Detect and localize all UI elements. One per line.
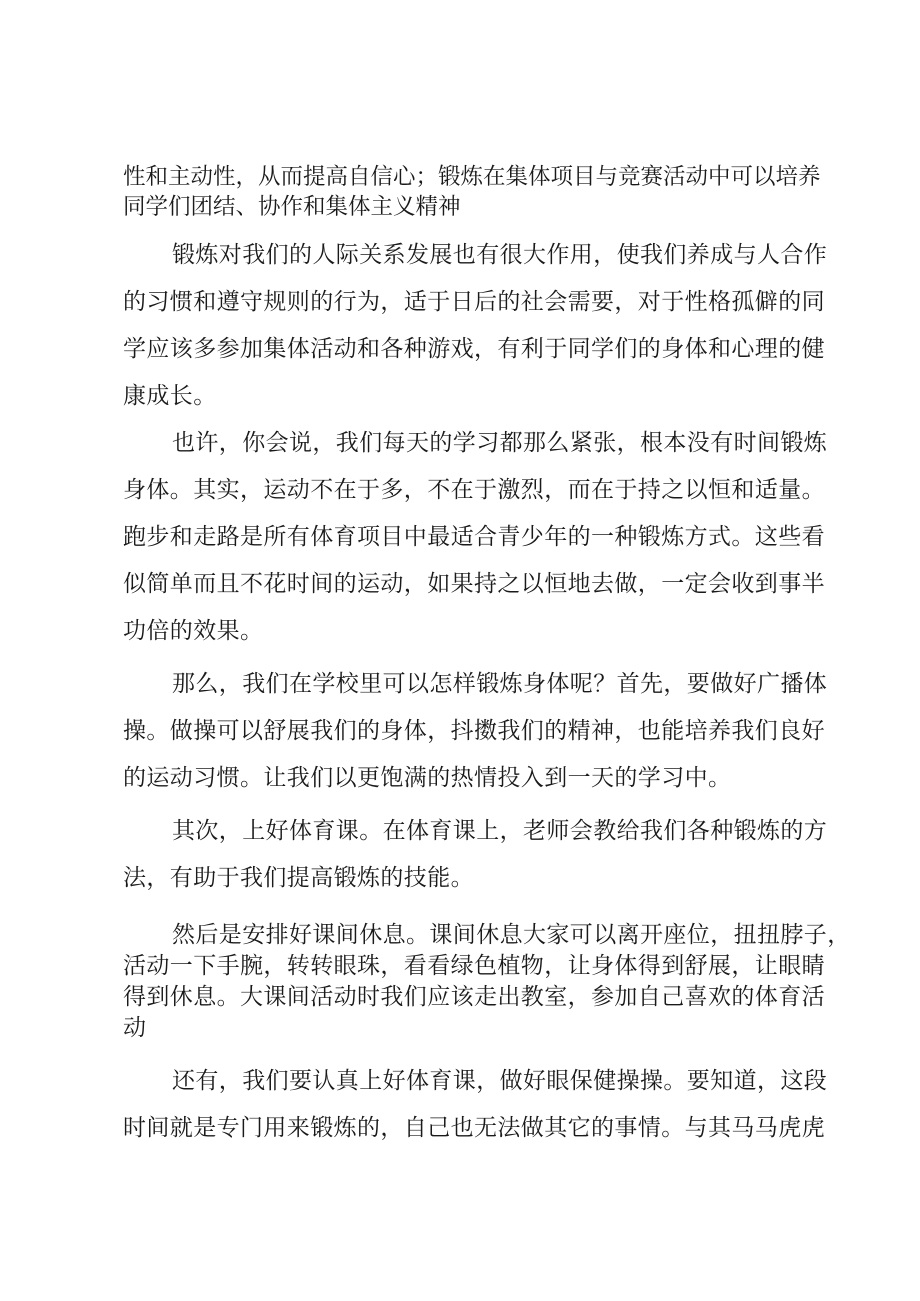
text-line: 其次，上好体育课。在体育课上，老师会教给我们各种锻炼的方 xyxy=(172,818,828,844)
text-line: 身体。其实，运动不在于多，不在于激烈，而在于持之以恒和适量。 xyxy=(123,477,825,503)
text-line: 得到休息。大课间活动时我们应该走出教室，参加自己喜欢的体育活 xyxy=(123,984,825,1010)
text-line: 性和主动性，从而提高自信心；锻炼在集体项目与竞赛活动中可以培养 xyxy=(123,164,821,190)
text-line: 也许，你会说，我们每天的学习都那么紧张，根本没有时间锻炼 xyxy=(172,430,828,456)
text-line: 活动一下手腕，转转眼珠，看看绿色植物，让身体得到舒展，让眼睛 xyxy=(123,953,825,979)
text-line: 的运动习惯。让我们以更饱满的热情投入到一天的学习中。 xyxy=(123,765,732,791)
text-line: 动 xyxy=(123,1015,147,1041)
text-line: 还有，我们要认真上好体育课，做好眼保健操操。要知道，这段 xyxy=(172,1068,828,1094)
text-line: 跑步和走路是所有体育项目中最适合青少年的一种锻炼方式。这些看 xyxy=(123,524,825,550)
text-line: 学应该多参加集体活动和各种游戏，有利于同学们的身体和心理的健 xyxy=(123,336,825,362)
text-line: 功倍的效果。 xyxy=(123,618,264,644)
text-line: 康成长。 xyxy=(123,383,217,409)
text-line: 同学们团结、协作和集体主义精神 xyxy=(123,194,461,220)
text-line: 似简单而且不花时间的运动，如果持之以恒地去做，一定会收到事半 xyxy=(123,571,825,597)
text-line: 的习惯和遵守规则的行为，适于日后的社会需要，对于性格孤僻的同 xyxy=(123,289,825,315)
text-line: 操。做操可以舒展我们的身体，抖擞我们的精神，也能培养我们良好 xyxy=(123,718,825,744)
text-line: 法，有助于我们提高锻炼的技能。 xyxy=(123,865,474,891)
text-line: 那么，我们在学校里可以怎样锻炼身体呢？首先，要做好广播体 xyxy=(172,671,828,697)
text-line: 锻炼对我们的人际关系发展也有很大作用，使我们养成与人合作 xyxy=(172,242,828,268)
text-line: 时间就是专门用来锻炼的，自己也无法做其它的事情。与其马马虎虎 xyxy=(123,1115,825,1141)
text-line: 然后是安排好课间休息。课间休息大家可以离开座位，扭扭脖子， xyxy=(172,922,851,948)
